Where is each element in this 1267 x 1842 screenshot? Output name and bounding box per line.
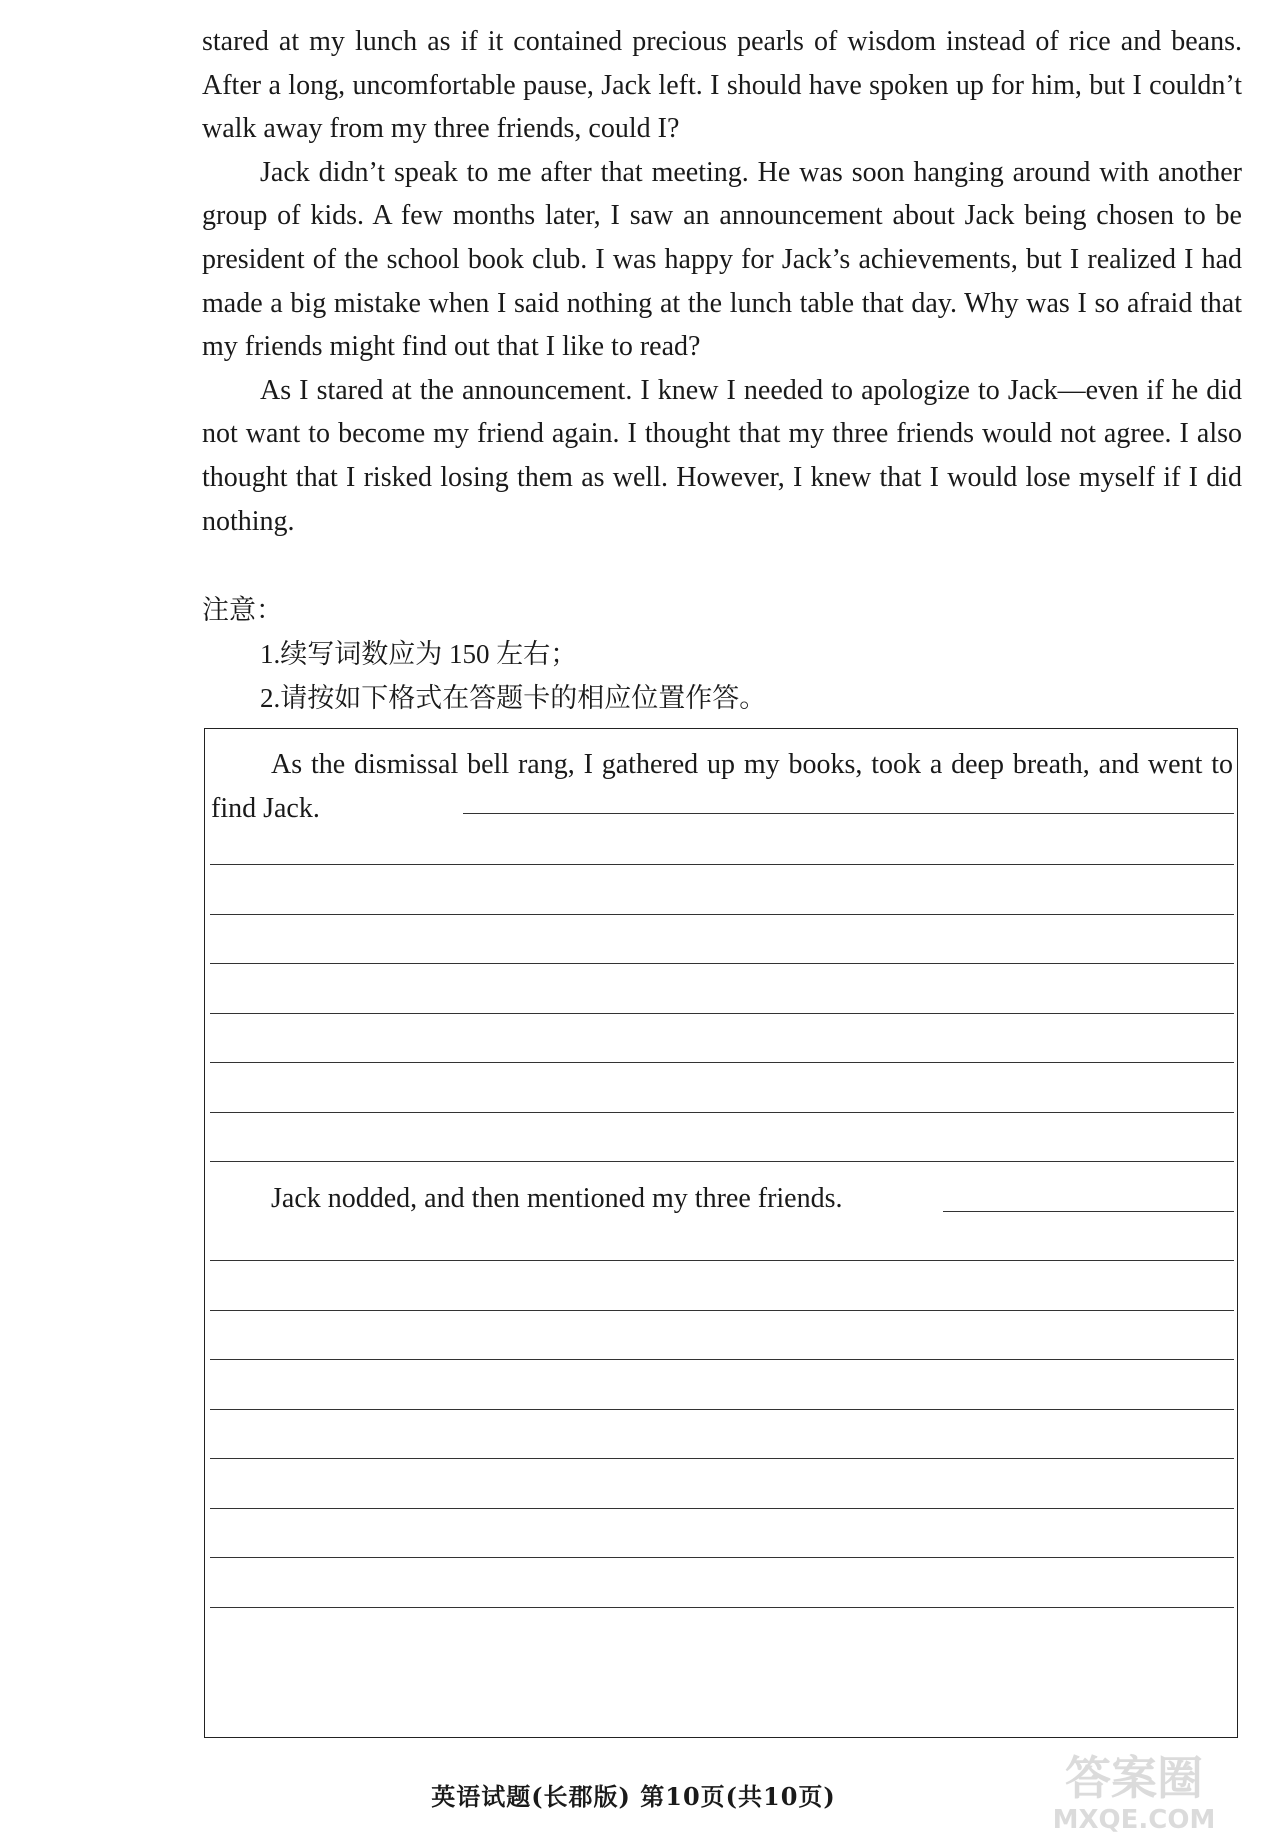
- writing-line[interactable]: [210, 1062, 1234, 1063]
- writing-line[interactable]: [210, 914, 1234, 915]
- writing-line[interactable]: [210, 963, 1234, 964]
- writing-line[interactable]: [210, 1508, 1234, 1509]
- paragraph-1-opening: As the dismissal bell rang, I gathered up my books, took a deep breath, and went to find Jack.: [211, 749, 1233, 824]
- paragraph-2-opening: Jack nodded, and then mentioned my three friends.: [271, 1183, 843, 1214]
- instruction-item-1: 1.续写词数应为 150 左右；: [260, 639, 578, 669]
- instructions-title: 注意：: [202, 595, 283, 625]
- paragraph-1-prompt: [211, 743, 1233, 830]
- paragraph-2-prompt: [211, 1177, 1233, 1221]
- instruction-item-2: 2.请按如下格式在答题卡的相应位置作答。: [260, 683, 767, 713]
- reading-passage: [202, 20, 1242, 543]
- writing-line[interactable]: [210, 1112, 1234, 1113]
- passage-paragraph-3: As I stared at the announcement. I knew I needed to apologize to Jack—even if he did not want to become my friend again. I thought that my three friends would not agree. I also thought that I risked losing them as well. However, I knew that I would lose myself if I did nothing.: [202, 374, 1242, 537]
- writing-line[interactable]: [210, 1557, 1234, 1558]
- writing-line[interactable]: [210, 864, 1234, 865]
- writing-line[interactable]: [463, 813, 1234, 814]
- instructions: [202, 588, 1242, 720]
- writing-line[interactable]: [210, 1310, 1234, 1311]
- page-footer: 英语试题(长郡版) 第10页(共10页): [431, 1782, 836, 1811]
- writing-line[interactable]: [943, 1211, 1234, 1212]
- passage-paragraph-1: stared at my lunch as if it contained precious pearls of wisdom instead of rice and beans. After a long, uncomfortable pause, Jack left. I should have spoken up for him, but I couldn’t walk away from my three friends, could I?: [202, 26, 1242, 145]
- writing-line[interactable]: [210, 1409, 1234, 1410]
- watermark-title: 答案圈: [1065, 1751, 1203, 1805]
- writing-line[interactable]: [210, 1458, 1234, 1459]
- writing-line[interactable]: [210, 1260, 1234, 1261]
- writing-line[interactable]: [210, 1161, 1234, 1162]
- writing-line[interactable]: [210, 1013, 1234, 1014]
- writing-line[interactable]: [210, 1607, 1234, 1608]
- writing-line[interactable]: [210, 1359, 1234, 1360]
- passage-paragraph-2: Jack didn’t speak to me after that meeting. He was soon hanging around with another group of kids. A few months later, I saw an announcement about Jack being chosen to be president of the school book club. I was happy for Jack’s achievements, but I realized I had made a big mistake when I said nothing at the lunch table that day. Why was I so afraid that my friends might find out that I like to read?: [202, 156, 1242, 363]
- watermark-url: MXQE.COM: [1052, 1805, 1216, 1835]
- watermark-logo: [1032, 1744, 1237, 1836]
- answer-box: [204, 728, 1238, 1738]
